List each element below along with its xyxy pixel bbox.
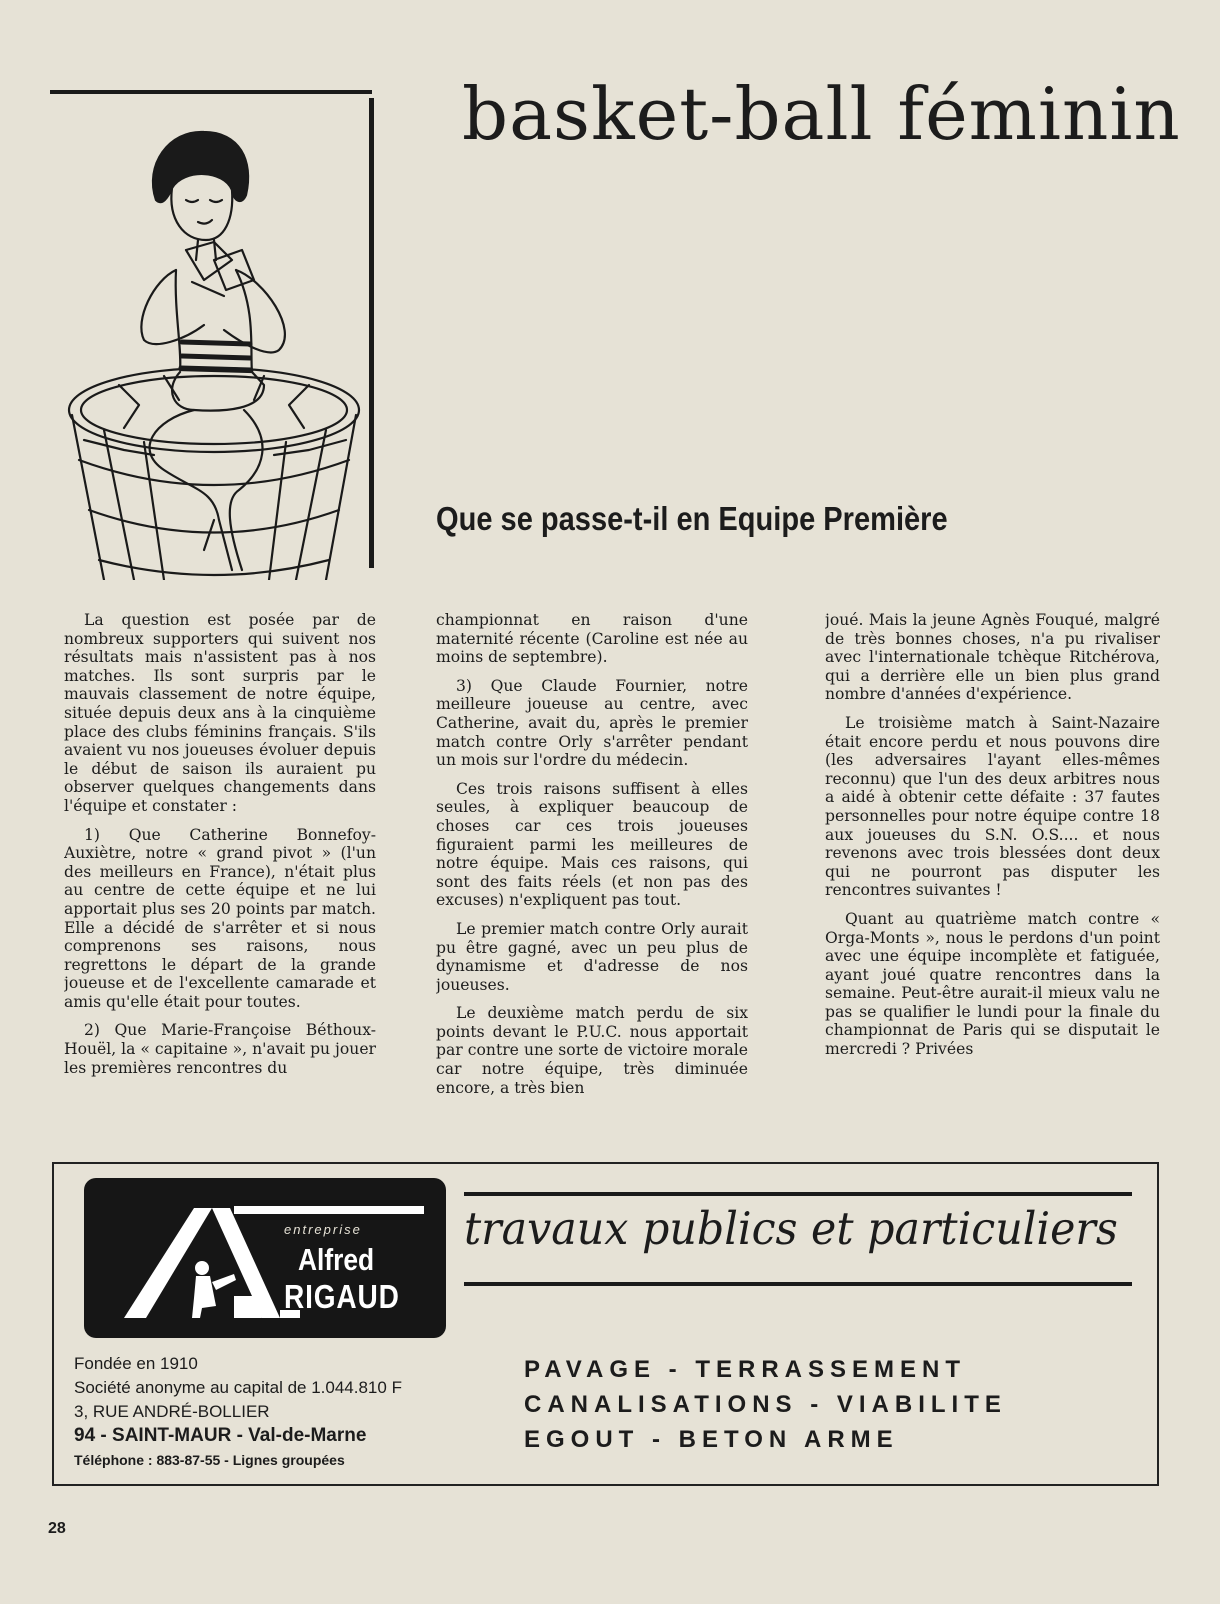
company-logo — [84, 1178, 446, 1338]
paragraph: Ces trois raisons suffisent à elles seules, à expliquer beaucoup de choses car ces trois joueuses figuraient parmi les meilleures de notre équipe. Mais ces raisons, qui sont des faits réels (et non pas des excuses) n'expliquent pas tout. — [436, 779, 748, 910]
paragraph: 1) Que Catherine Bonnefoy-Auxiètre, notre « grand pivot » (l'un des meilleurs en France), n'était plus au centre de cette équipe et ne lui apportait plus ses 20 points par match. Elle a décidé de s'arrêter et si nous comprenons ses raisons, nous regrettons le départ de la grande joueuse et de l'excellente camarade et amis qu'elle était pour toutes. — [64, 825, 376, 1011]
founded-line: Fondée en 1910 — [74, 1354, 198, 1373]
illustration-frame — [50, 90, 374, 570]
article-column-3 — [825, 611, 1160, 1121]
article-column-2 — [436, 611, 748, 1121]
page-number: 28 — [48, 1520, 66, 1537]
street-line: 3, RUE ANDRÉ-BOLLIER — [74, 1402, 270, 1421]
service-line: EGOUT - BETON ARME — [524, 1426, 899, 1453]
paragraph: Le deuxième match perdu de six points devant le P.U.C. nous apportait par contre une sorte de victoire morale car notre équipe, très diminuée encore, a très bien — [436, 1004, 748, 1097]
company-info — [74, 1352, 402, 1472]
service-line: PAVAGE - TERRASSEMENT — [524, 1356, 967, 1383]
ad-tagline: travaux publics et particuliers — [464, 1202, 1118, 1255]
company-line: Société anonyme au capital de 1.044.810 F — [74, 1378, 402, 1397]
tagline-top-rule — [464, 1192, 1132, 1196]
paragraph: Le troisième match à Saint-Nazaire était encore perdu et nous pouvons dire (les adversaires l'ayant elles-mêmes reconnu) que l'un des deux arbitres nous a aidé à obtenir cette défaite : 37 fautes personnelles pour notre équipe contre 18 aux joueuses du S.N. O.S.... et nous revenons avec trois blessées dont deux qui ne pourront pas disputer les rencontres suivantes ! — [825, 713, 1160, 900]
paragraph: championnat en raison d'une maternité récente (Caroline est née au moins de septembre). — [436, 611, 748, 667]
page-title: basket-ball féminin — [462, 72, 1181, 156]
paragraph: joué. Mais la jeune Agnès Fouqué, malgré de très bonnes choses, n'a pu rivaliser avec l'internationale tchèque Ritchérova, qui a derrière elle un bien plus grand nombre d'années d'expérience. — [825, 611, 1160, 704]
city-line: 94 - SAINT-MAUR - Val-de-Marne — [74, 1425, 367, 1446]
logo-last-name: RIGAUD — [284, 1278, 400, 1315]
tagline-bottom-rule — [464, 1282, 1132, 1286]
girl-in-basket-illustration — [64, 110, 364, 580]
service-line: CANALISATIONS - VIABILITE — [524, 1391, 1007, 1418]
article-subtitle: Que se passe-t-il en Equipe Première — [436, 500, 948, 537]
logo-first-name: Alfred — [298, 1242, 375, 1277]
services-list — [524, 1352, 1007, 1457]
paragraph: Le premier match contre Orly aurait pu être gagné, avec un peu plus de dynamisme et d'adresse de nos joueuses. — [436, 919, 748, 994]
paragraph: 2) Que Marie-Françoise Béthoux-Houël, la « capitaine », n'avait pu jouer les premières rencontres du — [64, 1021, 376, 1077]
frame-top-rule — [50, 90, 372, 94]
paragraph: Quant au quatrième match contre « Orga-Monts », nous le perdons d'un point avec une équipe incomplète et fatiguée, ayant joué quatre rencontres dans la semaine. Peut-être aurait-il mieux valu ne pas se qualifier le lundi pour la finale du championnat de Paris qui se disputait le mercredi ? Privées — [825, 909, 1160, 1059]
frame-right-rule — [369, 98, 374, 568]
advertisement-box — [52, 1162, 1159, 1486]
paragraph: La question est posée par de nombreux supporters qui suivent nos résultats mais n'assistent pas à nos matches. Ils sont surpris par le mauvais classement de notre équipe, située depuis deux ans à la cinquième place des clubs féminins français. S'ils avaient vu nos joueuses évoluer depuis le début de saison ils auraient pu observer quelques changements dans l'équipe et constater : — [64, 611, 376, 815]
paragraph: 3) Que Claude Fournier, notre meilleure joueuse au centre, avec Catherine, avait du, après le premier match contre Orly s'arrêter pendant un mois sur l'ordre du médecin. — [436, 676, 748, 770]
logo-entreprise-text: entreprise — [284, 1222, 362, 1237]
phone-line: Téléphone : 883-87-55 - Lignes groupées — [74, 1452, 345, 1468]
article-column-1 — [64, 611, 376, 1121]
